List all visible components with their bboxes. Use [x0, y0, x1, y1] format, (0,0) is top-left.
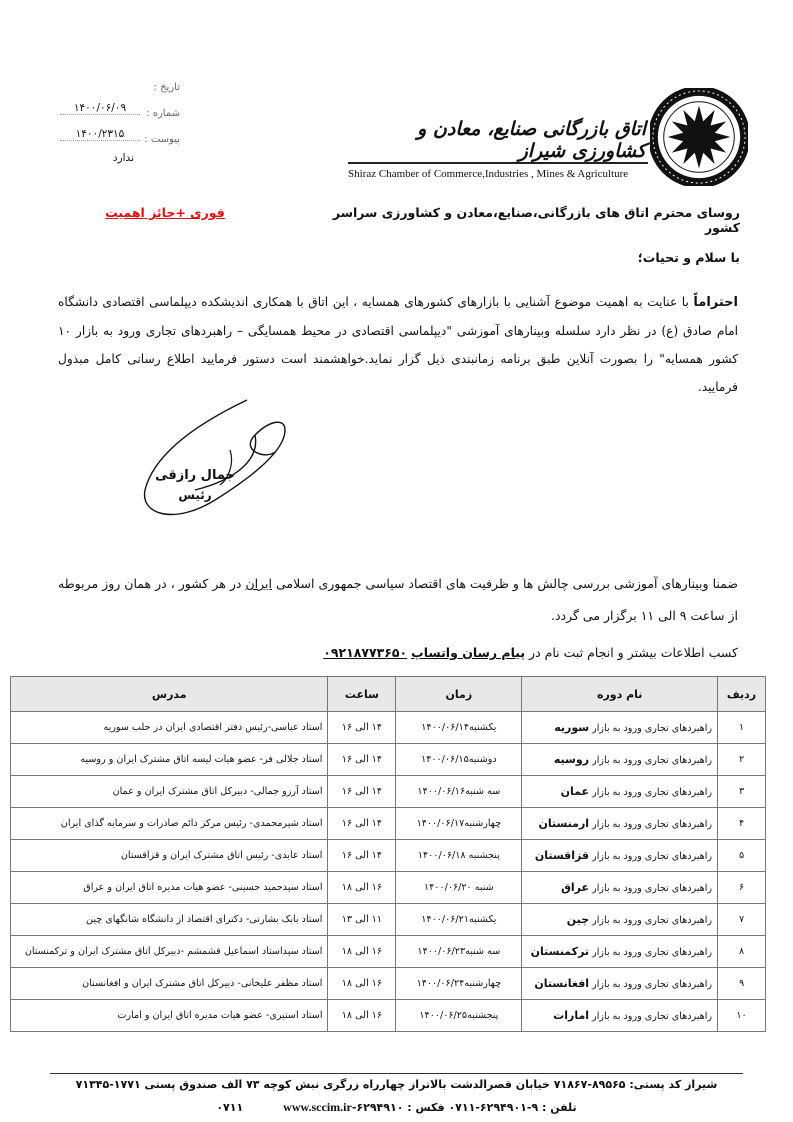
course-prefix: راهبردهای تجاری ورود به بازار: [589, 819, 713, 830]
header-course-name: نام دوره: [522, 677, 718, 712]
letter-meta: [50, 82, 180, 186]
course-country: افغانستان: [534, 977, 590, 990]
row-instructor: استاد بابک بشارتی- دکترای اقتصاد از دانشگاه شانگهای چین: [11, 904, 328, 936]
row-time: ۱۴ الی ۱۶: [328, 840, 396, 872]
row-date: یکشنبه۱۴۰۰/۰۶/۲۱: [396, 904, 522, 936]
attachment-label: پیوست :: [144, 134, 180, 145]
row-number: ۸: [718, 936, 766, 968]
course-name: [522, 936, 718, 968]
contact-phone: ۰۹۲۱۸۷۷۳۶۵۰: [323, 645, 408, 660]
header-time: ساعت: [328, 677, 396, 712]
course-name: [522, 904, 718, 936]
recipient: روسای محترم اتاق های بازرگانی،صنایع،معادن و کشاورزی سراسر کشور: [332, 205, 740, 235]
course-name: [522, 840, 718, 872]
chamber-logo-icon: [650, 88, 748, 186]
greeting: با سلام و تحیات؛: [637, 250, 740, 265]
table-header-row: [11, 677, 766, 712]
table-row: [11, 872, 766, 904]
table-row: [11, 776, 766, 808]
footer-divider: [50, 1073, 743, 1074]
course-prefix: راهبردهای تجاری ورود به بازار: [589, 1011, 713, 1022]
row-date: شنبه ۱۴۰۰/۰۶/۲۰: [396, 872, 522, 904]
brand-divider: [348, 162, 648, 164]
row-instructor: استاد سیدحمید حسینی- عضو هیات مدیره اتاق ایران و عراق: [11, 872, 328, 904]
header-instructor: مدرس: [11, 677, 328, 712]
course-name: [522, 968, 718, 1000]
row-instructor: استاد مظفر علیخانی- دبیرکل اتاق مشترک ایران و افغانستان: [11, 968, 328, 1000]
course-country: قزاقستان: [534, 849, 590, 862]
webinar-note: [58, 568, 738, 632]
date-label: تاریخ :: [153, 82, 180, 93]
course-name: [522, 872, 718, 904]
row-time: ۱۶ الی ۱۸: [328, 936, 396, 968]
course-prefix: راهبردهای تجاری ورود به بازار: [589, 947, 713, 958]
row-number: ۱۰: [718, 1000, 766, 1032]
row-time: ۱۱ الی ۱۳: [328, 904, 396, 936]
course-country: ارمنستان: [538, 817, 590, 830]
course-name: [522, 712, 718, 744]
body-text: با عنایت به اهمیت موضوع آشنایی با بازارهای کشورهای همسایه ، این اتاق با همکاری اندیشکده دیپلماسی اقتصادی دانشگاه امام صادق (ع) در نظر دارد سلسله وبینارهای آموزشی "دیپلماسی اقتصادی در محیط همسایگی – راهبردهای تجاری ورود به بازار ۱۰ کشور همسایه" را بصورت آنلاین طبق برنامه زمانبندی ذیل گزار نماید.خواهشمند است دستور فرمایید اطلاع رسانی کامل مبذول فرمایید.: [58, 295, 738, 394]
brand-name-fa: اتاق بازرگانی صنایع، معادن و کشاورزی شیراز: [417, 118, 646, 162]
course-prefix: راهبردهای تجاری ورود به بازار: [589, 883, 713, 894]
table-row: [11, 712, 766, 744]
course-country: روسیه: [553, 753, 590, 766]
row-instructor: استاد عباسی-رئیس دفتر اقتصادی ایران در حلب سوریه: [11, 712, 328, 744]
row-date: پنجشنبه۱۴۰۰/۰۶/۲۵: [396, 1000, 522, 1032]
row-number: ۹: [718, 968, 766, 1000]
row-instructor: استاد استیری- عضو هیات مدیره اتاق ایران و امارت: [11, 1000, 328, 1032]
schedule-table: [10, 676, 766, 1032]
footer-contacts: [50, 1100, 743, 1115]
row-number: ۲: [718, 744, 766, 776]
webinar-note-underlined: ایران: [245, 576, 272, 591]
table-row: [11, 904, 766, 936]
footer-address: شیراز کد پستی: ۸۹۵۶۵-۷۱۸۶۷ خیابان قصرالدشت بالاتراز چهارراه زرگری نبش کوچه ۷۳ الف صندوق پستی ۱۷۷۱-۷۱۳۴۵: [75, 1078, 718, 1091]
course-prefix: راهبردهای تجاری ورود به بازار: [589, 787, 713, 798]
row-date: سه شنبه۱۴۰۰/۰۶/۲۳: [396, 936, 522, 968]
course-country: چین: [566, 913, 590, 926]
course-name: [522, 808, 718, 840]
footer-website-link[interactable]: www.sccim.ir: [283, 1100, 352, 1114]
body-lead: احتراماً: [693, 295, 738, 310]
number-label: شماره :: [146, 108, 180, 119]
header-row-number: ردیف: [718, 677, 766, 712]
course-country: سوریه: [554, 721, 590, 734]
signature-title: رئیس: [178, 488, 212, 502]
row-date: چهارشنبه۱۴۰۰/۰۶/۲۴: [396, 968, 522, 1000]
row-time: ۱۴ الی ۱۶: [328, 712, 396, 744]
row-time: ۱۶ الی ۱۸: [328, 968, 396, 1000]
row-instructor: استاد جلالی فر- عضو هیات لیسه اتاق مشترک ایران و روسیه: [11, 744, 328, 776]
table-row: [11, 744, 766, 776]
signature-scribble-icon: [135, 390, 295, 530]
footer-phones: تلفن : ۹-۶۲۹۴۹۰۱-۰۷۱۱ فکس : ۶۲۹۴۹۱۰-۰۷۱۱: [216, 1101, 577, 1114]
row-number: ۶: [718, 872, 766, 904]
contact-bold: پیام رسان واتساپ: [411, 645, 526, 660]
course-country: عمان: [560, 785, 590, 798]
course-name: [522, 1000, 718, 1032]
table-row: [11, 840, 766, 872]
course-prefix: راهبردهای تجاری ورود به بازار: [589, 723, 713, 734]
row-number: ۳: [718, 776, 766, 808]
row-time: ۱۴ الی ۱۶: [328, 776, 396, 808]
row-number: ۱: [718, 712, 766, 744]
webinar-note-before: ضمنا وبینارهای آموزشی بررسی چالش ها و ظرفیت های اقتصاد سیاسی جمهوری اسلامی: [271, 576, 738, 591]
course-prefix: راهبردهای تجاری ورود به بازار: [589, 755, 713, 766]
row-date: یکشنبه۱۴۰۰/۰۶/۱۴: [396, 712, 522, 744]
row-instructor: استاد سیداستاد اسماعیل قشمشم -دبیرکل اتاق مشترک ایران و ترکمنستان: [11, 936, 328, 968]
attachment-value: ندارد: [112, 152, 134, 164]
brand-name-en: Shiraz Chamber of Commerce,Industries , Mines & Agriculture: [348, 168, 629, 180]
contact-text: کسب اطلاعات بیشتر و انجام ثبت نام در: [525, 645, 738, 660]
course-prefix: راهبردهای تجاری ورود به بازار: [589, 915, 713, 926]
course-name: [522, 744, 718, 776]
row-date: چهارشنبه۱۴۰۰/۰۶/۱۷: [396, 808, 522, 840]
row-instructor: استاد عابدی- رئیس اتاق مشترک ایران و قزاقستان: [11, 840, 328, 872]
signature-name: جمال رازقی: [155, 468, 235, 483]
letter-body: [58, 288, 738, 401]
course-country: ترکمنستان: [530, 945, 590, 958]
row-time: ۱۴ الی ۱۶: [328, 808, 396, 840]
webinar-note-after: در هر کشور ، در همان روز مربوطه از ساعت ۹ الی ۱۱ برگزار می گردد.: [58, 576, 738, 623]
row-number: ۵: [718, 840, 766, 872]
row-time: ۱۶ الی ۱۸: [328, 1000, 396, 1032]
course-prefix: راهبردهای تجاری ورود به بازار: [589, 851, 713, 862]
table-row: [11, 1000, 766, 1032]
course-prefix: راهبردهای تجاری ورود به بازار: [589, 979, 713, 990]
date-value: ۱۴۰۰/۰۶/۰۹: [60, 102, 140, 115]
course-name: [522, 776, 718, 808]
contact-line: [250, 645, 738, 660]
row-date: دوشنبه۱۴۰۰/۰۶/۱۵: [396, 744, 522, 776]
number-value: ۱۴۰۰/۲۳۱۵: [60, 128, 140, 141]
header-date: زمان: [396, 677, 522, 712]
row-instructor: استاد شیرمحمدی- رئیس مرکز دائم صادرات و سرمایه گذای ایران: [11, 808, 328, 840]
table-row: [11, 968, 766, 1000]
table-row: [11, 808, 766, 840]
row-time: ۱۶ الی ۱۸: [328, 872, 396, 904]
row-instructor: استاد آرزو جمالی- دبیرکل اتاق مشترک ایران و عمان: [11, 776, 328, 808]
urgency-badge: فوری +حائز اهمیت: [105, 205, 225, 220]
row-time: ۱۴ الی ۱۶: [328, 744, 396, 776]
row-date: پنجشنبه ۱۴۰۰/۰۶/۱۸: [396, 840, 522, 872]
row-date: سه شنبه۱۴۰۰/۰۶/۱۶: [396, 776, 522, 808]
table-row: [11, 936, 766, 968]
course-country: امارات: [553, 1009, 590, 1022]
row-number: ۴: [718, 808, 766, 840]
course-country: عراق: [561, 881, 590, 894]
row-number: ۷: [718, 904, 766, 936]
